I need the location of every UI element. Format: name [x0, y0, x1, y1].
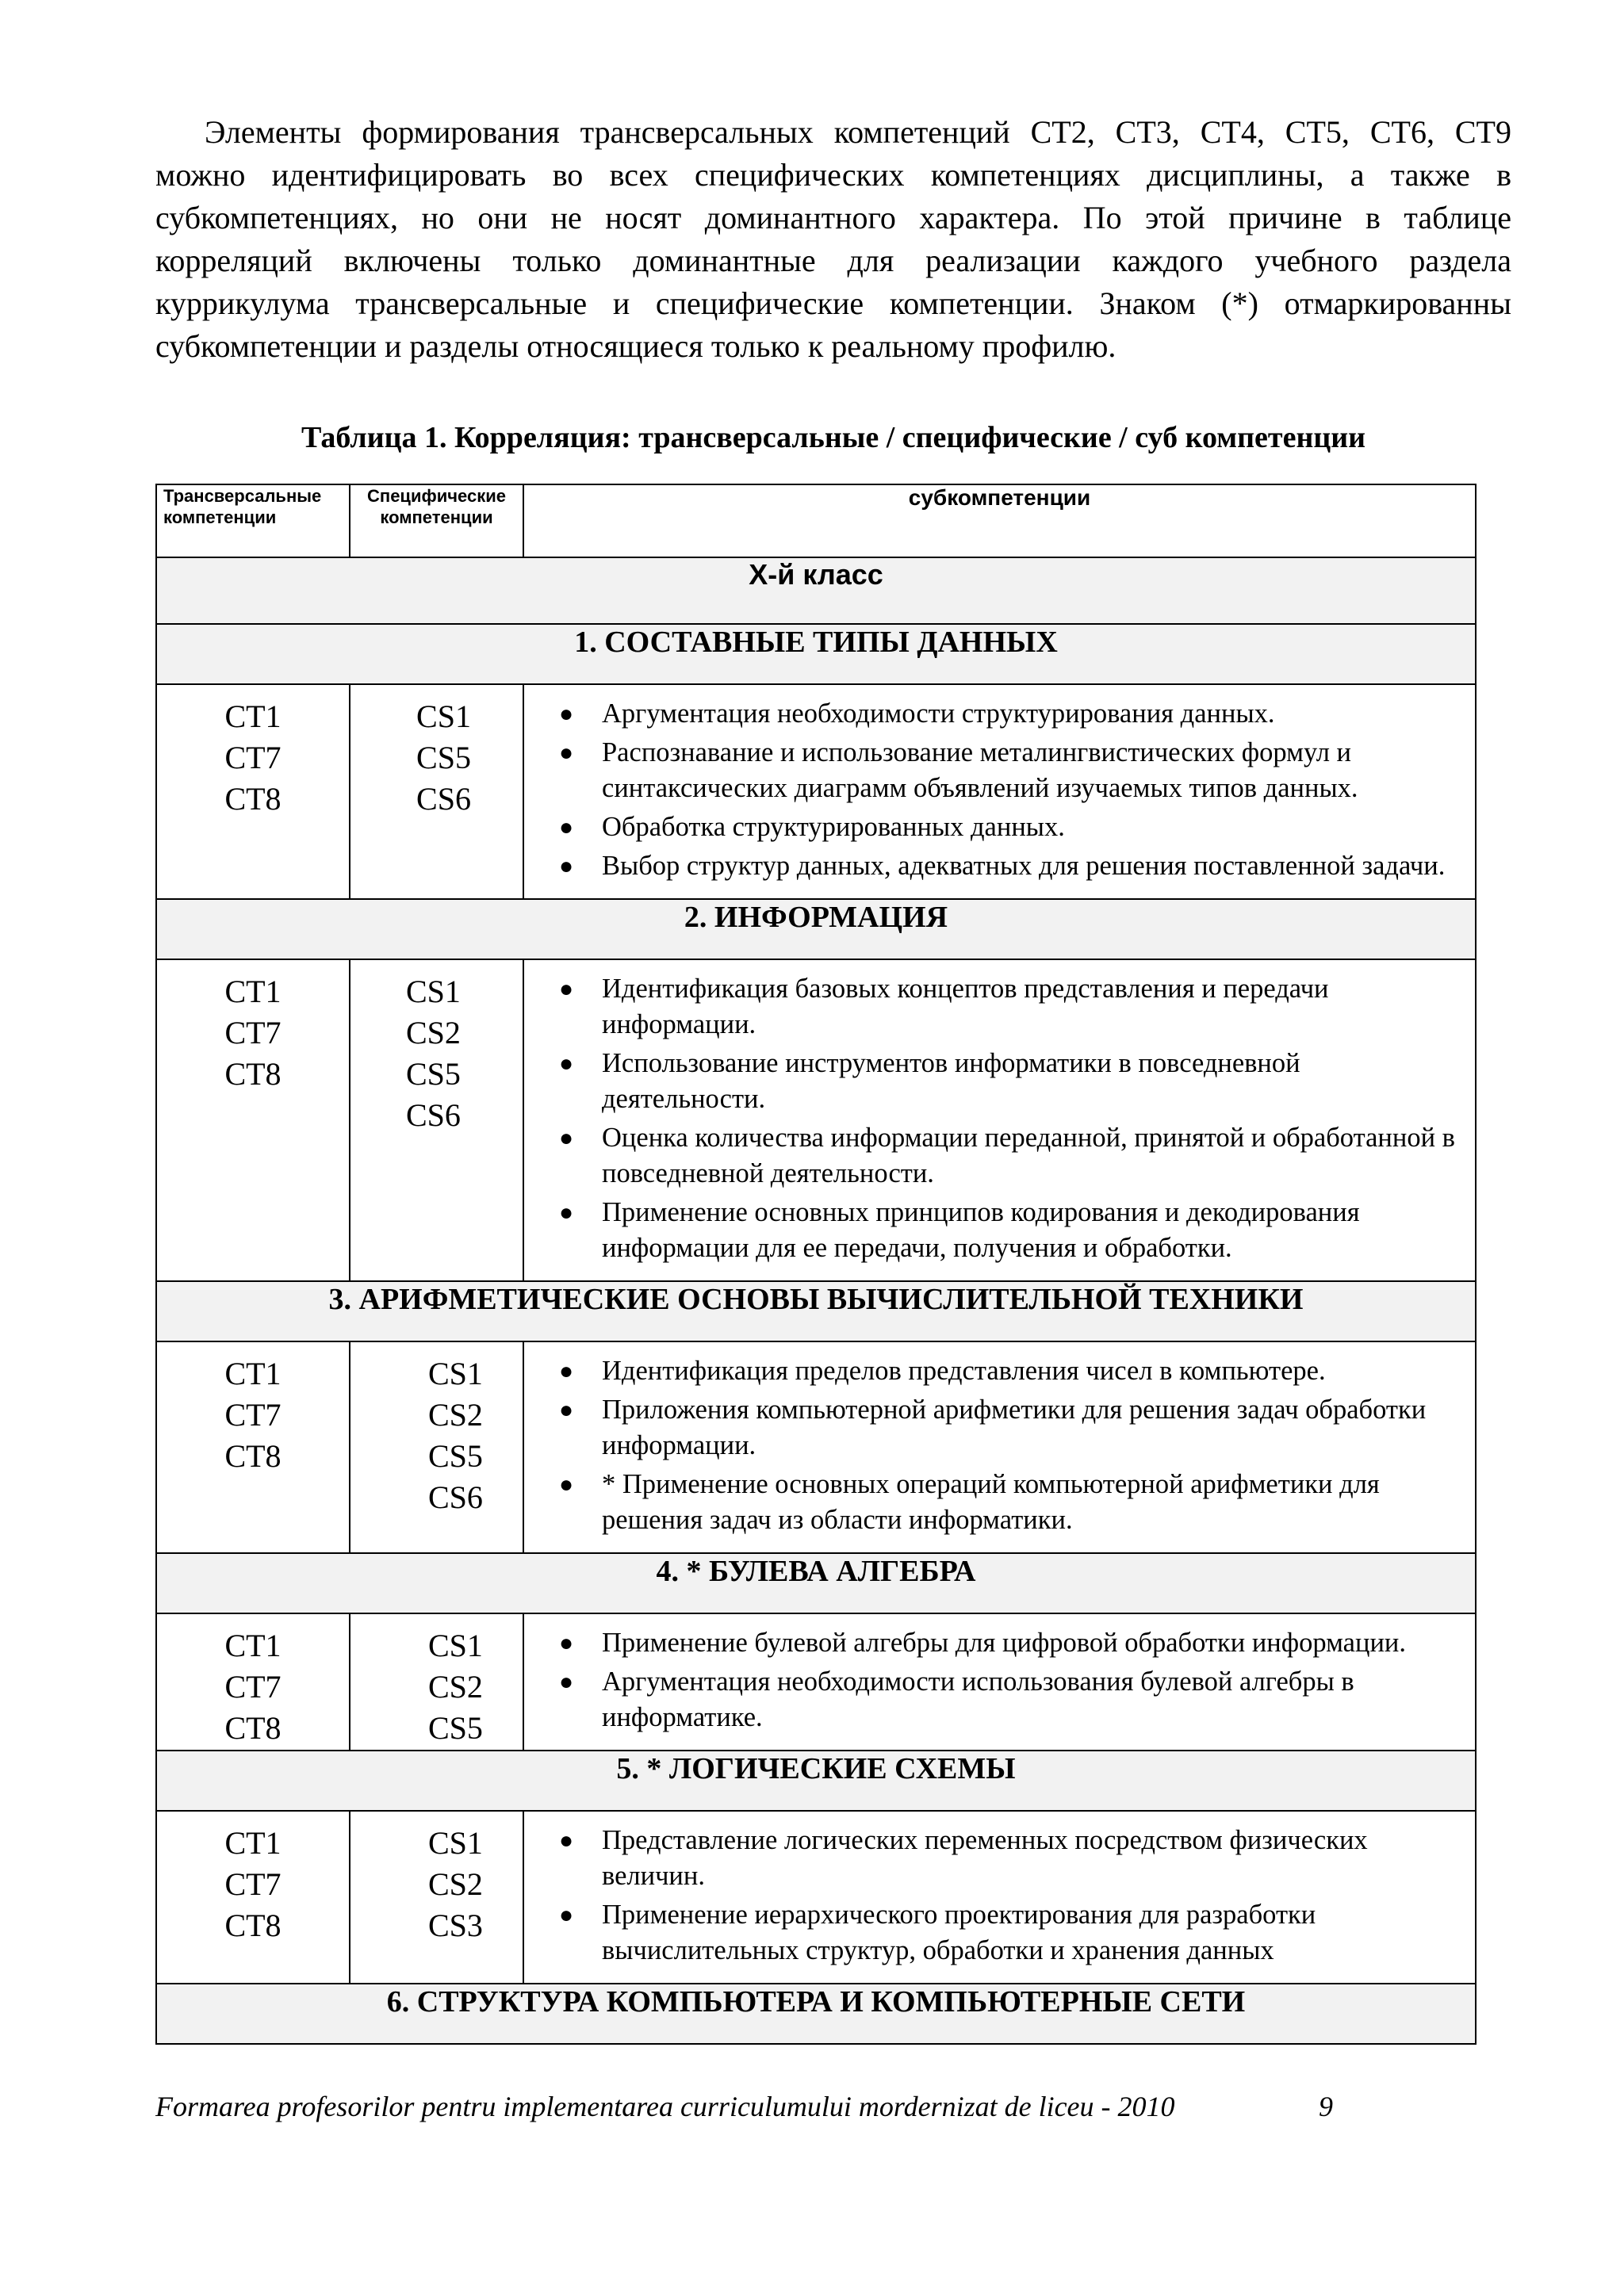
- subcompetency-list: [524, 1614, 1475, 1750]
- bullet-icon: ●: [559, 1471, 574, 1498]
- section-title: 2. ИНФОРМАЦИЯ: [156, 899, 1476, 959]
- subcompetency-text: Применение булевой алгебры для цифровой обработки информации.: [602, 1628, 1407, 1658]
- section-content-row: [156, 959, 1476, 1281]
- subcompetency-text: Идентификация пределов представления чисел в компьютере.: [602, 1356, 1326, 1386]
- transversal-codes: CT1 CT7 CT8: [156, 1811, 350, 1984]
- subcompetency-text: Представление логических переменных посредством физических величин.: [602, 1825, 1368, 1891]
- bullet-icon: ●: [559, 740, 574, 766]
- section-title-row: [156, 1281, 1476, 1341]
- section-title-row: [156, 1553, 1476, 1613]
- section-title-row: [156, 624, 1476, 684]
- subcompetency-cell: [523, 1341, 1476, 1553]
- subcompetency-text: * Применение основных операций компьютерной арифметики для решения задач из области информатики.: [602, 1469, 1380, 1535]
- subcompetency-list: [524, 685, 1475, 898]
- section-content-row: [156, 1341, 1476, 1553]
- header-specific: Специфические компетенции: [350, 484, 523, 557]
- subcompetency-item: [524, 1353, 1464, 1389]
- section-title: 5. * ЛОГИЧЕСКИЕ СХЕМЫ: [156, 1751, 1476, 1811]
- bullet-icon: ●: [559, 976, 574, 1002]
- grade-row: [156, 557, 1476, 624]
- subcompetency-text: Обработка структурированных данных.: [602, 812, 1065, 842]
- table-header-row: [156, 484, 1476, 557]
- bullet-icon: ●: [559, 1630, 574, 1656]
- section-title-row: [156, 1751, 1476, 1811]
- subcompetency-text: Идентификация базовых концептов представления и передачи информации.: [602, 974, 1329, 1039]
- subcompetency-text: Применение иерархического проектирования для разработки вычислительных структур, обработки и хранения данных: [602, 1900, 1316, 1965]
- transversal-codes: CT1 CT7 CT8: [156, 684, 350, 899]
- subcompetency-list: [524, 1342, 1475, 1552]
- bullet-icon: ●: [559, 814, 574, 840]
- intro-line: субкомпетенциях, но они не носят доминантного характера. По этой причине в таблице: [155, 200, 1511, 235]
- section-title-row: [156, 899, 1476, 959]
- bullet-icon: ●: [559, 1358, 574, 1384]
- specific-codes: CS1 CS5 CS6: [350, 684, 523, 899]
- subcompetency-item: [524, 1046, 1464, 1117]
- subcompetency-item: [524, 735, 1464, 806]
- subcompetency-item: [524, 1664, 1464, 1735]
- intro-line: корреляций включены только доминантные для реализации каждого учебного раздела: [155, 243, 1511, 278]
- section-content-row: [156, 1811, 1476, 1984]
- intro-line: куррикулума трансверсальные и специфические компетенции. Знаком (*) отмаркированны: [155, 285, 1511, 321]
- bullet-icon: ●: [559, 1397, 574, 1423]
- subcompetency-item: [524, 1897, 1464, 1969]
- table-caption: Таблица 1. Корреляция: трансверсальные / специфические / суб компетенции: [301, 421, 1366, 454]
- subcompetency-item: [524, 848, 1464, 884]
- specific-codes: CS1 CS2 CS3: [350, 1811, 523, 1984]
- page-number: 9: [1319, 2091, 1333, 2122]
- header-transversal: Трансверсальные компетенции: [156, 484, 350, 557]
- bullet-icon: ●: [559, 1125, 574, 1151]
- intro-line: можно идентифицировать во всех специфических компетенциях дисциплины, а также в: [155, 157, 1511, 193]
- section-title-row: [156, 1984, 1476, 2044]
- bullet-icon: ●: [559, 853, 574, 879]
- subcompetency-text: Использование инструментов информатики в повседневной деятельности.: [602, 1048, 1300, 1114]
- section-title: 3. АРИФМЕТИЧЕСКИЕ ОСНОВЫ ВЫЧИСЛИТЕЛЬНОЙ ТЕХНИКИ: [156, 1281, 1476, 1341]
- subcompetency-item: [524, 696, 1464, 732]
- transversal-codes: CT1 CT7 CT8: [156, 1341, 350, 1553]
- subcompetency-item: [524, 1195, 1464, 1266]
- specific-codes: CS1 CS2 CS5 CS6: [350, 959, 523, 1281]
- subcompetency-list: [524, 1812, 1475, 1983]
- specific-codes: CS1 CS2 CS5: [350, 1613, 523, 1751]
- bullet-icon: ●: [559, 1669, 574, 1695]
- subcompetency-item: [524, 809, 1464, 845]
- intro-line: Элементы формирования трансверсальных компетенций CT2, CT3, CT4, CT5, CT6, CT9: [205, 114, 1511, 150]
- subcompetency-item: [524, 1823, 1464, 1894]
- subcompetency-item: [524, 971, 1464, 1043]
- intro-line: субкомпетенции и разделы относящиеся только к реальному профилю.: [155, 328, 1116, 364]
- intro-paragraph: [155, 111, 1511, 368]
- subcompetency-text: Выбор структур данных, адекватных для решения поставленной задачи.: [602, 851, 1446, 881]
- subcompetency-text: Применение основных принципов кодирования и декодирования информации для ее передачи, получения и обработки.: [602, 1197, 1360, 1263]
- subcompetency-cell: [523, 959, 1476, 1281]
- transversal-codes: CT1 CT7 CT8: [156, 959, 350, 1281]
- specific-codes: CS1 CS2 CS5 CS6: [350, 1341, 523, 1553]
- subcompetency-cell: [523, 684, 1476, 899]
- header-subcompetencies: субкомпетенции: [523, 484, 1476, 557]
- bullet-icon: ●: [559, 1827, 574, 1854]
- subcompetency-text: Аргументация необходимости использования булевой алгебры в информатике.: [602, 1667, 1354, 1732]
- bullet-icon: ●: [559, 1050, 574, 1077]
- subcompetency-text: Приложения компьютерной арифметики для решения задач обработки информации.: [602, 1395, 1427, 1460]
- bullet-icon: ●: [559, 701, 574, 727]
- footer-text: Formarea profesorilor pentru implementarea curriculumului mordernizat de liceu - 2010: [155, 2091, 1175, 2122]
- section-title: 1. СОСТАВНЫЕ ТИПЫ ДАННЫХ: [156, 624, 1476, 684]
- grade-title: X-й класс: [156, 557, 1476, 624]
- correlation-table: [155, 484, 1477, 2045]
- section-content-row: [156, 684, 1476, 899]
- subcompetency-text: Распознавание и использование металингвистических формул и синтаксических диаграмм объявлений изучаемых типов данных.: [602, 737, 1358, 803]
- subcompetency-text: Аргументация необходимости структурирования данных.: [602, 698, 1275, 729]
- subcompetency-item: [524, 1467, 1464, 1538]
- subcompetency-cell: [523, 1613, 1476, 1751]
- transversal-codes: CT1 CT7 CT8: [156, 1613, 350, 1751]
- subcompetency-list: [524, 960, 1475, 1280]
- subcompetency-item: [524, 1392, 1464, 1464]
- subcompetency-item: [524, 1625, 1464, 1661]
- subcompetency-item: [524, 1120, 1464, 1192]
- bullet-icon: ●: [559, 1200, 574, 1226]
- section-title: 4. * БУЛЕВА АЛГЕБРА: [156, 1553, 1476, 1613]
- subcompetency-text: Оценка количества информации переданной, принятой и обработанной в повседневной деятельности.: [602, 1123, 1455, 1188]
- subcompetency-cell: [523, 1811, 1476, 1984]
- section-content-row: [156, 1613, 1476, 1751]
- bullet-icon: ●: [559, 1902, 574, 1928]
- section-title: 6. СТРУКТУРА КОМПЬЮТЕРА И КОМПЬЮТЕРНЫЕ СЕТИ: [156, 1984, 1476, 2044]
